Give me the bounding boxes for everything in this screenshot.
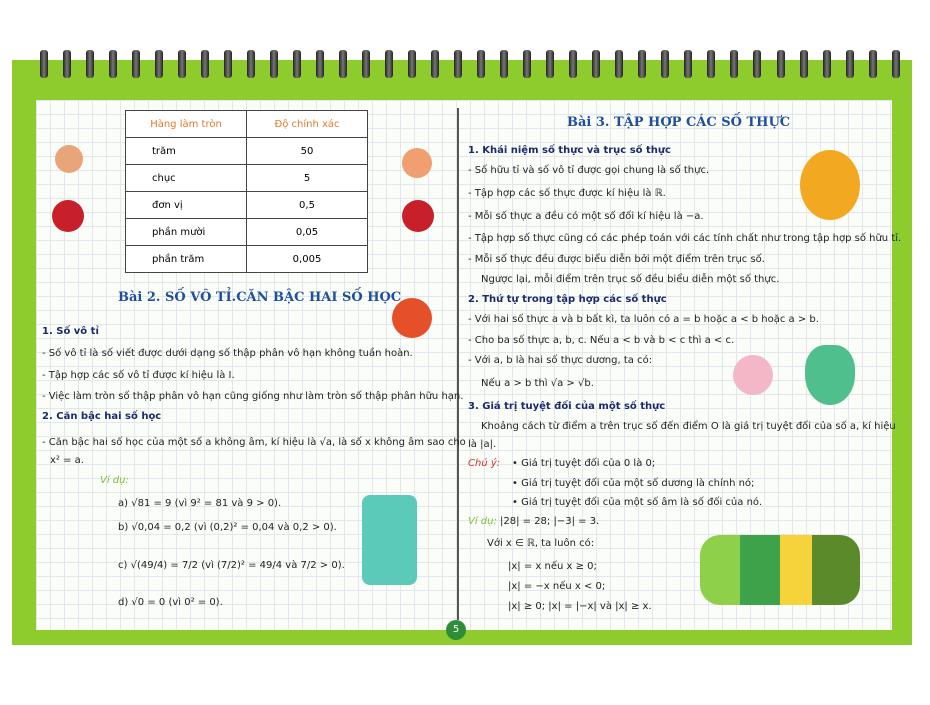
spiral-binding: [40, 50, 900, 80]
note-line: • Giá trị tuyệt đối của 0 là 0;: [512, 458, 656, 469]
text-line: - Mỗi số thực đều được biểu diễn bởi một điểm trên trục số.: [468, 254, 765, 265]
beehive-icon: [800, 150, 860, 220]
text-line: - Với a, b là hai số thực dương, ta có:: [468, 355, 653, 366]
text-line: Nếu a > b thì √a > √b.: [481, 378, 594, 389]
page-number: 5: [446, 620, 466, 640]
pencil-cup-icon: [362, 495, 417, 585]
text-line: - Tập hợp các số vô tỉ được kí hiệu là I.: [42, 370, 235, 381]
page-divider: [457, 108, 459, 620]
paint-splash-icon: [55, 145, 83, 173]
text-line: x² = a.: [50, 455, 84, 466]
rule-line: |x| = −x nếu x < 0;: [508, 581, 606, 592]
note-label: Chú ý:: [468, 458, 501, 469]
text-line: - Tập hợp số thực cũng có các phép toán với các tính chất như trong tập hợp số hữu tỉ.: [468, 233, 902, 244]
section-heading: 3. Giá trị tuyệt đối của một số thực: [468, 401, 666, 412]
text-line: - Số hữu tỉ và số vô tỉ được gọi chung là số thực.: [468, 165, 710, 176]
text-line: - Tập hợp các số thực được kí hiệu là ℝ.: [468, 188, 666, 199]
text-line: - Mỗi số thực a đều có một số đối kí hiệu là −a.: [468, 211, 704, 222]
paint-splash-icon: [52, 200, 84, 232]
section-heading: 1. Khái niệm số thực và trục số thực: [468, 145, 671, 156]
flower-icon: [733, 355, 773, 395]
note-line: • Giá trị tuyệt đối của một số âm là số đối của nó.: [512, 497, 763, 508]
example-line: c) √(49/4) = 7/2 (vì (7/2)² = 49/4 và 7/2 > 0).: [118, 560, 345, 571]
section-heading: 2. Căn bậc hai số học: [42, 411, 162, 422]
rounding-table: Hàng làm tròn Độ chính xác trăm 50 chục 5 đơn vị 0,5 phần mười 0,05 phần trăm 0,005: [125, 110, 368, 273]
text-line: - Số vô tỉ là số viết được dưới dạng số thập phân vô hạn không tuần hoàn.: [42, 348, 413, 359]
example-line: |28| = 28; |−3| = 3.: [500, 516, 600, 527]
text-line: Ngược lại, mỗi điểm trên trục số đều biểu diễn một số thực.: [481, 274, 780, 285]
text-line: - Việc làm tròn số thập phân vô hạn cũng giống như làm tròn số thập phân hữu hạn.: [42, 391, 464, 402]
fruit-characters-icon: [700, 535, 860, 605]
text-line: là |a|.: [468, 439, 497, 450]
text-line: - Với hai số thực a và b bất kì, ta luôn có a = b hoặc a < b hoặc a > b.: [468, 314, 819, 325]
table-row: phần mười 0,05: [126, 219, 368, 246]
example-label: Ví dụ:: [468, 516, 497, 527]
table-row: chục 5: [126, 165, 368, 192]
lesson-3-title: Bài 3. TẬP HỢP CÁC SỐ THỰC: [567, 115, 791, 130]
paint-splash-icon: [402, 200, 434, 232]
section-heading: 2. Thứ tự trong tập hợp các số thực: [468, 294, 667, 305]
paint-splash-icon: [402, 148, 432, 178]
example-line: d) √0 = 0 (vì 0² = 0).: [118, 597, 223, 608]
rule-line: |x| ≥ 0; |x| = |−x| và |x| ≥ x.: [508, 601, 652, 612]
example-label: Ví dụ:: [100, 475, 129, 486]
note-line: • Giá trị tuyệt đối của một số dương là chính nó;: [512, 478, 755, 489]
lesson-2-title: Bài 2. SỐ VÔ TỈ.CĂN BẬC HAI SỐ HỌC: [118, 290, 402, 305]
text-line: Với x ∈ ℝ, ta luôn có:: [487, 538, 595, 549]
example-line: b) √0,04 = 0,2 (vì (0,2)² = 0,04 và 0,2 > 0).: [118, 522, 337, 533]
table-row: phần trăm 0,005: [126, 246, 368, 273]
text-line: - Căn bậc hai số học của một số a không âm, kí hiệu là √a, là số x không âm sao cho: [42, 437, 466, 448]
table-row: đơn vị 0,5: [126, 192, 368, 219]
table-row: trăm 50: [126, 138, 368, 165]
section-heading: 1. Số vô tỉ: [42, 326, 99, 337]
rule-line: |x| = x nếu x ≥ 0;: [508, 561, 597, 572]
example-line: a) √81 = 9 (vì 9² = 81 và 9 > 0).: [118, 498, 282, 509]
text-line: - Cho ba số thực a, b, c. Nếu a < b và b < c thì a < c.: [468, 335, 735, 346]
cactus-icon: [805, 345, 855, 405]
text-line: Khoảng cách từ điểm a trên trục số đến điểm O là giá trị tuyệt đối của số a, kí hiệu: [481, 421, 896, 432]
